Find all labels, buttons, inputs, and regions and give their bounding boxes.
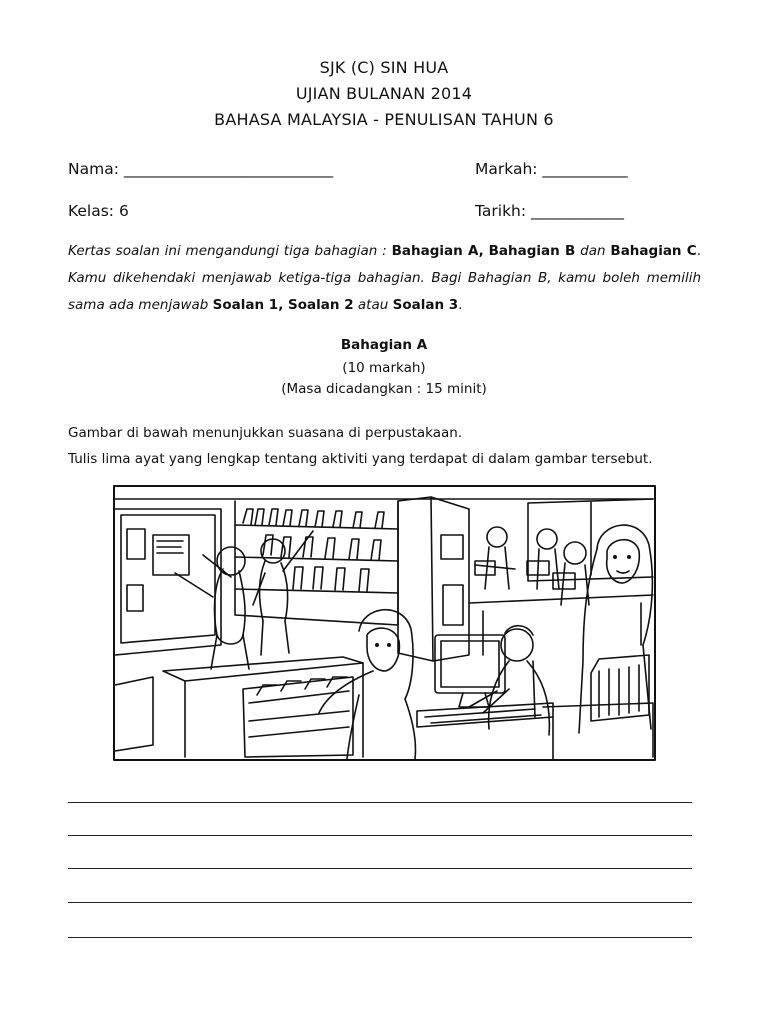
- class-field[interactable]: Kelas: 6: [68, 202, 129, 220]
- answer-line-3[interactable]: [68, 868, 692, 869]
- instruction-punct: .: [458, 297, 463, 313]
- exam-title: UJIAN BULANAN 2014: [295, 84, 473, 103]
- answer-line-4[interactable]: [68, 902, 692, 903]
- instruction-bold-question-3: Soalan 3: [392, 297, 459, 313]
- instruction-bold-section-c: Bahagian C: [610, 243, 697, 259]
- section-title: Bahagian A: [340, 337, 428, 353]
- instruction-text: Kertas soalan ini mengandungi tiga bahagian :: [68, 243, 387, 259]
- instruction-bold-questions: Soalan 1, Soalan 2: [212, 297, 354, 313]
- section-time: (Masa dicadangkan : 15 minit): [281, 381, 487, 397]
- answer-line-2[interactable]: [68, 835, 692, 836]
- library-illustration: [113, 485, 656, 761]
- instructions-paragraph: [68, 238, 701, 319]
- instruction-text: atau: [357, 297, 389, 313]
- subject-title: BAHASA MALAYSIA - PENULISAN TAHUN 6: [214, 110, 554, 129]
- answer-line-5[interactable]: [68, 937, 692, 938]
- instruction-bold-section-b: Bahagian B: [488, 243, 576, 259]
- date-field[interactable]: Tarikh: ____________: [475, 202, 625, 220]
- name-field[interactable]: Nama: ___________________________: [68, 160, 334, 178]
- instruction-text: Kamu dikehendaki menjawab ketiga-tiga bahagian. Bagi Bahagian B, kamu boleh memilih sama ada menjawab: [68, 270, 701, 313]
- section-marks: (10 markah): [342, 360, 426, 376]
- instruction-text: dan: [580, 243, 606, 259]
- task-line-2: Tulis lima ayat yang lengkap tentang aktiviti yang terdapat di dalam gambar tersebut.: [68, 451, 653, 467]
- instruction-bold-section-a: Bahagian A,: [391, 243, 484, 259]
- school-name: SJK (C) SIN HUA: [319, 58, 449, 77]
- task-line-1: Gambar di bawah menunjukkan suasana di perpustakaan.: [68, 425, 463, 441]
- instruction-punct: .: [696, 243, 701, 259]
- marks-field[interactable]: Markah: ___________: [475, 160, 628, 178]
- answer-line-1[interactable]: [68, 802, 692, 803]
